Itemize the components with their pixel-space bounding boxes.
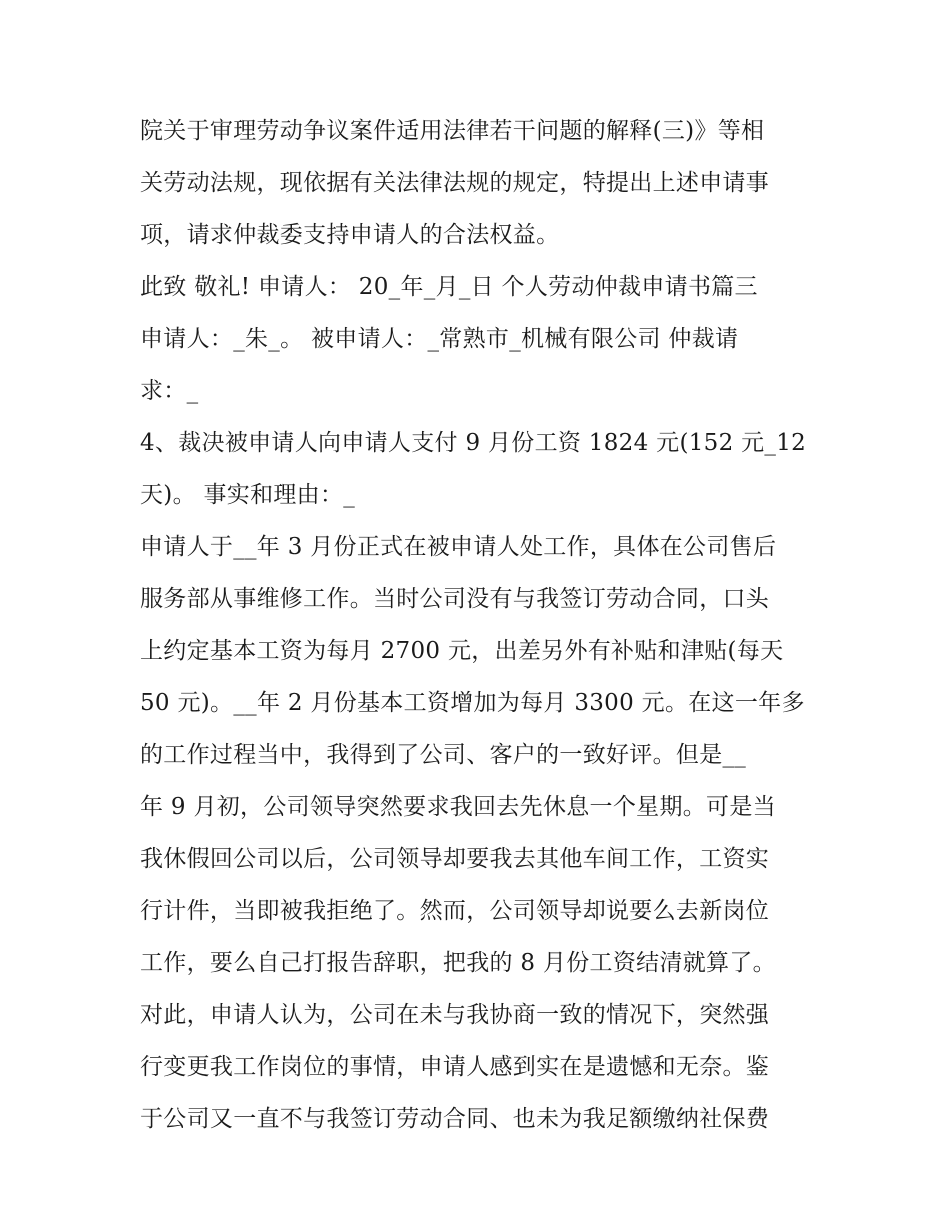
text-line: 求：_ xyxy=(140,378,199,404)
text-line: 4、裁决被申请人向申请人支付 9 月份工资 1824 元(152 元_12 xyxy=(140,430,807,456)
document-body xyxy=(140,105,820,1145)
text-line: 项，请求仲裁委支持申请人的合法权益。 xyxy=(140,222,560,248)
text-line: 院关于审理劳动争议案件适用法律若干问题的解释(三)》等相 xyxy=(140,118,765,144)
text-line: 关劳动法规，现依据有关法律法规的规定，特提出上述申请事 xyxy=(140,170,770,196)
text-line: 年 9 月初，公司领导突然要求我回去先休息一个星期。可是当 xyxy=(140,794,776,820)
text-line: 于公司又一直不与我签订劳动合同、也未为我足额缴纳社保费 xyxy=(140,1106,770,1132)
text-line: 申请人：_朱_。 被申请人：_常熟市_机械有限公司 仲裁请 xyxy=(140,326,739,352)
text-line: 此致 敬礼! 申请人： 20_年_月_日 个人劳动仲裁申请书篇三 xyxy=(140,274,758,300)
text-line: 服务部从事维修工作。当时公司没有与我签订劳动合同，口头 xyxy=(140,586,770,612)
text-line: 申请人于__年 3 月份正式在被申请人处工作，具体在公司售后 xyxy=(140,534,777,560)
text-line: 我休假回公司以后，公司领导却要我去其他车间工作，工资实 xyxy=(140,846,770,872)
text-line: 50 元)。__年 2 月份基本工资增加为每月 3300 元。在这一年多 xyxy=(140,690,805,716)
text-line: 工作，要么自己打报告辞职，把我的 8 月份工资结清就算了。 xyxy=(140,950,776,976)
text-line: 行计件，当即被我拒绝了。然而，公司领导却说要么去新岗位 xyxy=(140,898,770,924)
text-line: 行变更我工作岗位的事情，申请人感到实在是遗憾和无奈。鉴 xyxy=(140,1054,770,1080)
text-line: 天)。 事实和理由：_ xyxy=(140,482,356,508)
text-line: 上约定基本工资为每月 2700 元，出差另外有补贴和津贴(每天 xyxy=(140,638,784,664)
text-line: 的工作过程当中，我得到了公司、客户的一致好评。但是__ xyxy=(140,742,747,768)
text-line: 对此，申请人认为，公司在未与我协商一致的情况下，突然强 xyxy=(140,1002,770,1028)
